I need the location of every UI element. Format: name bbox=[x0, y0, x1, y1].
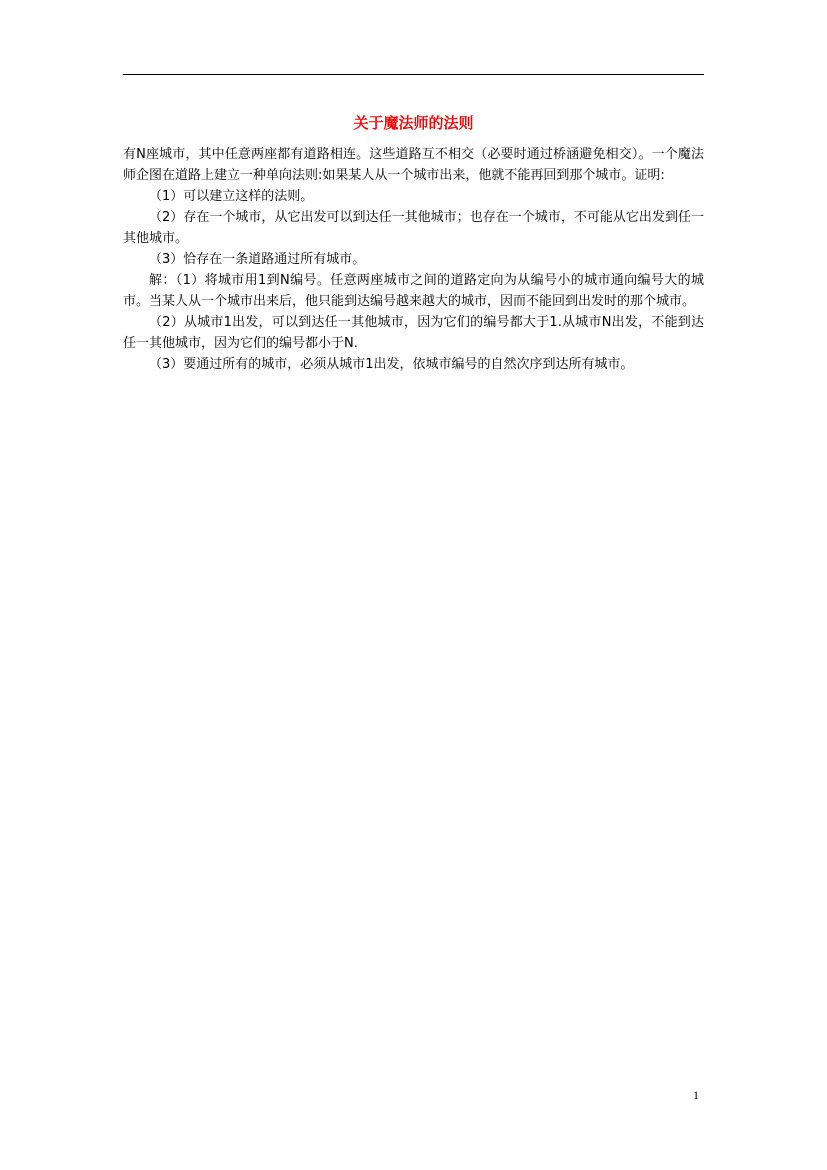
claim-3: （3）恰存在一条道路通过所有城市。 bbox=[149, 252, 366, 267]
solution-part-2: （2）从城市1出发，可以到达任一其他城市，因为它们的编号都大于1.从城市N出发，不能到达任一其他城市，因为它们的编号都小于N. bbox=[123, 315, 704, 351]
solution-part-3: （3）要通过所有的城市，必须从城市1出发，依城市编号的自然次序到达所有城市。 bbox=[149, 357, 634, 372]
header-rule bbox=[123, 74, 704, 75]
problem-statement: 有N座城市，其中任意两座都有道路相连。这些道路互不相交（必要时通过桥涵避免相交）。一个魔法师企图在道路上建立一种单向法则:如果某人从一个城市出来，他就不能再回到那个城市。证明: bbox=[123, 147, 704, 183]
claim-2: （2）存在一个城市，从它出发可以到达任一其他城市；也存在一个城市，不可能从它出发到任一其他城市。 bbox=[123, 210, 704, 246]
document-title: 关于魔法师的法则 bbox=[353, 114, 474, 132]
page-number: 1 bbox=[693, 1088, 699, 1102]
document-body bbox=[123, 144, 704, 375]
solution-part-1: 解：（1）将城市用1到N编号。任意两座城市之间的道路定向为从编号小的城市通向编号大的城市。当某人从一个城市出来后，他只能到达编号越来越大的城市，因而不能回到出发时的那个城市。 bbox=[123, 273, 704, 309]
claim-1: （1）可以建立这样的法则。 bbox=[149, 189, 314, 204]
